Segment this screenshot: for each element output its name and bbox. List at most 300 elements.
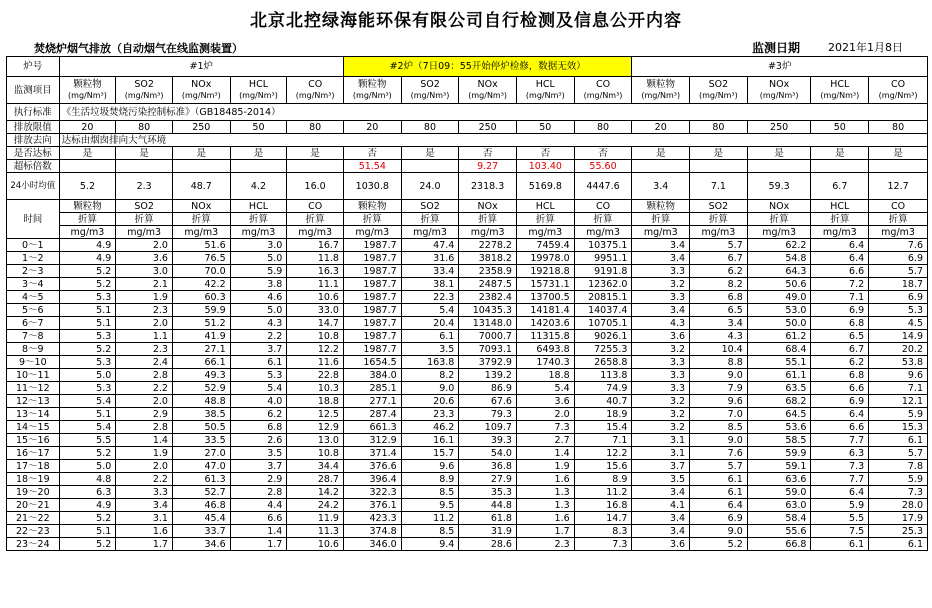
hour-value-cell: 5.7 (690, 460, 748, 473)
hour-value-cell: 6.1 (869, 538, 928, 551)
pollutant-header-cell (172, 77, 230, 104)
hour-value-cell: 6.5 (811, 330, 869, 343)
compliant-cell: 否 (516, 147, 574, 160)
hour-value-cell: 49.3 (172, 369, 230, 382)
hour-value-cell: 86.9 (459, 382, 517, 395)
emission-table (6, 56, 928, 551)
hour-value-cell: 8.5 (401, 486, 459, 499)
hour-value-cell: 2.3 (516, 538, 574, 551)
hour-label: 23～24 (7, 538, 60, 551)
exceed-cell (287, 160, 344, 173)
hour-value-cell: 44.8 (459, 499, 517, 512)
hour-value-cell: 5.7 (869, 265, 928, 278)
pollutant-unit: (mg/Nm³) (699, 91, 738, 100)
table-row (7, 356, 928, 369)
pollutant-unit: (mg/Nm³) (68, 91, 107, 100)
table-row (7, 252, 928, 265)
hour-value-cell: 1.9 (516, 460, 574, 473)
compliant-cell: 是 (690, 147, 748, 160)
exceed-cell (116, 160, 173, 173)
hourly-pollutant-cell: CO (869, 200, 928, 213)
hour-value-cell: 3.7 (632, 460, 690, 473)
table-row (7, 317, 928, 330)
hour-value-cell: 7.9 (690, 382, 748, 395)
hourly-unit-cell: mg/m3 (401, 226, 459, 239)
hour-value-cell: 34.6 (172, 538, 230, 551)
hour-value-cell: 1.4 (116, 434, 173, 447)
hour-value-cell: 15.3 (869, 421, 928, 434)
hour-value-cell: 53.6 (747, 421, 811, 434)
hour-value-cell: 8.9 (574, 473, 632, 486)
hour-value-cell: 55.1 (747, 356, 811, 369)
hour-value-cell: 54.0 (459, 447, 517, 460)
limit-cell: 250 (747, 121, 811, 134)
hour-label: 7～8 (7, 330, 60, 343)
hour-value-cell: 3.4 (632, 304, 690, 317)
hour-value-cell: 3.3 (632, 382, 690, 395)
converted-cell: 折算 (632, 213, 690, 226)
hour-value-cell: 68.2 (747, 395, 811, 408)
hour-value-cell: 1987.7 (343, 239, 401, 252)
pollutant-name: SO2 (420, 79, 440, 90)
avg-cell: 5169.8 (516, 173, 574, 200)
table-row (7, 538, 928, 551)
hour-value-cell: 11.9 (287, 512, 344, 525)
hour-value-cell: 36.8 (459, 460, 517, 473)
hour-label: 19～20 (7, 486, 60, 499)
hour-value-cell: 7.0 (690, 408, 748, 421)
hour-value-cell: 4.1 (632, 499, 690, 512)
avg-cell: 4.2 (230, 173, 287, 200)
hour-value-cell: 5.7 (690, 239, 748, 252)
compliant-cell: 是 (632, 147, 690, 160)
hour-value-cell: 5.4 (59, 395, 116, 408)
limit-cell: 20 (59, 121, 116, 134)
hour-value-cell: 9.0 (401, 382, 459, 395)
pollutant-name: HCL (535, 79, 555, 90)
limit-cell: 80 (116, 121, 173, 134)
converted-cell: 折算 (230, 213, 287, 226)
hour-value-cell: 5.3 (59, 330, 116, 343)
hour-value-cell: 11.2 (401, 512, 459, 525)
hour-value-cell: 9.0 (690, 434, 748, 447)
hour-value-cell: 17.9 (869, 512, 928, 525)
hour-value-cell: 6.4 (811, 252, 869, 265)
converted-cell: 折算 (401, 213, 459, 226)
hour-value-cell: 4.4 (230, 499, 287, 512)
hour-value-cell: 59.9 (747, 447, 811, 460)
standard-text: 《生活垃圾焚烧污染控制标准》（GB18485-2014） (59, 104, 927, 121)
hourly-pollutant-cell: 颗粒物 (343, 200, 401, 213)
pollutant-unit: (mg/Nm³) (878, 91, 918, 100)
hourly-pollutant-cell: CO (574, 200, 632, 213)
hour-value-cell: 6.4 (811, 239, 869, 252)
hour-value-cell: 3.4 (632, 252, 690, 265)
hour-value-cell: 11.3 (287, 525, 344, 538)
hour-value-cell: 396.4 (343, 473, 401, 486)
hour-value-cell: 1.3 (516, 499, 574, 512)
pollutant-header-cell (690, 77, 748, 104)
hour-value-cell: 4.3 (690, 330, 748, 343)
hour-label: 10～11 (7, 369, 60, 382)
hour-value-cell: 2.1 (116, 278, 173, 291)
hour-value-cell: 9.0 (690, 369, 748, 382)
hour-value-cell: 2.0 (116, 395, 173, 408)
pollutant-name: HCL (830, 79, 850, 90)
hourly-unit-cell: mg/m3 (747, 226, 811, 239)
furnace-label: 炉号 (7, 57, 60, 77)
hour-value-cell: 6493.8 (516, 343, 574, 356)
hour-value-cell: 11.6 (287, 356, 344, 369)
hour-value-cell: 67.6 (459, 395, 517, 408)
hour-value-cell: 7255.3 (574, 343, 632, 356)
hour-value-cell: 61.2 (747, 330, 811, 343)
hour-value-cell: 6.3 (811, 447, 869, 460)
hour-value-cell: 18.7 (869, 278, 928, 291)
hourly-unit-cell: mg/m3 (811, 226, 869, 239)
hour-value-cell: 6.1 (811, 538, 869, 551)
hour-value-cell: 6.8 (690, 291, 748, 304)
hour-value-cell: 1.6 (516, 512, 574, 525)
hour-value-cell: 31.9 (459, 525, 517, 538)
hour-value-cell: 5.5 (59, 434, 116, 447)
hour-value-cell: 28.0 (869, 499, 928, 512)
exceed-cell (230, 160, 287, 173)
hour-value-cell: 14203.6 (516, 317, 574, 330)
pollutant-name: HCL (248, 79, 268, 90)
table-row (7, 408, 928, 421)
hour-value-cell: 13.0 (287, 434, 344, 447)
pollutant-header-cell (747, 77, 811, 104)
exceed-cell (747, 160, 811, 173)
pollutant-header-cell (869, 77, 928, 104)
compliant-cell: 否 (574, 147, 632, 160)
hour-value-cell: 31.6 (401, 252, 459, 265)
pollutant-header-cell (401, 77, 459, 104)
hour-value-cell: 51.2 (172, 317, 230, 330)
hour-value-cell: 51.6 (172, 239, 230, 252)
hour-value-cell: 1.3 (516, 486, 574, 499)
hour-value-cell: 64.5 (747, 408, 811, 421)
hour-value-cell: 1987.7 (343, 265, 401, 278)
hour-value-cell: 8.5 (690, 421, 748, 434)
table-row (7, 447, 928, 460)
hour-value-cell: 34.4 (287, 460, 344, 473)
hour-value-cell: 7.2 (811, 278, 869, 291)
hour-value-cell: 10435.3 (459, 304, 517, 317)
hourly-pollutant-cell: NOx (747, 200, 811, 213)
hour-value-cell: 38.5 (172, 408, 230, 421)
hour-value-cell: 5.1 (59, 304, 116, 317)
hour-value-cell: 371.4 (343, 447, 401, 460)
hour-value-cell: 28.6 (459, 538, 517, 551)
hour-value-cell: 16.7 (287, 239, 344, 252)
table-row (7, 473, 928, 486)
hour-value-cell: 5.4 (59, 421, 116, 434)
hour-value-cell: 42.2 (172, 278, 230, 291)
pollutant-header-cell (574, 77, 632, 104)
pollutant-name: NOx (477, 79, 498, 90)
hour-value-cell: 63.0 (747, 499, 811, 512)
hour-value-cell: 139.2 (459, 369, 517, 382)
hour-value-cell: 76.5 (172, 252, 230, 265)
limit-cell: 50 (230, 121, 287, 134)
hour-label: 21～22 (7, 512, 60, 525)
hour-value-cell: 5.7 (869, 447, 928, 460)
hour-value-cell: 3.1 (632, 434, 690, 447)
hourly-unit-cell: mg/m3 (459, 226, 517, 239)
hour-value-cell: 3.2 (632, 395, 690, 408)
hour-value-cell: 11.1 (287, 278, 344, 291)
hour-value-cell: 1987.7 (343, 291, 401, 304)
hour-value-cell: 8.9 (401, 473, 459, 486)
hour-value-cell: 3.6 (516, 395, 574, 408)
hour-value-cell: 1987.7 (343, 278, 401, 291)
hour-value-cell: 11315.8 (516, 330, 574, 343)
hour-value-cell: 12.1 (869, 395, 928, 408)
converted-cell: 折算 (811, 213, 869, 226)
hour-label: 2～3 (7, 265, 60, 278)
hour-value-cell: 14.2 (287, 486, 344, 499)
hour-value-cell: 12.9 (287, 421, 344, 434)
avg-cell: 12.7 (869, 173, 928, 200)
hour-value-cell: 18.8 (287, 395, 344, 408)
table-row (7, 486, 928, 499)
pollutant-unit: (mg/Nm³) (641, 91, 681, 100)
hour-value-cell: 15.6 (574, 460, 632, 473)
hour-value-cell: 6.8 (230, 421, 287, 434)
hour-value-cell: 58.5 (747, 434, 811, 447)
hour-value-cell: 2.0 (116, 460, 173, 473)
hour-value-cell: 47.0 (172, 460, 230, 473)
hour-value-cell: 5.9 (230, 265, 287, 278)
hour-value-cell: 53.8 (869, 356, 928, 369)
hour-value-cell: 33.4 (401, 265, 459, 278)
hour-value-cell: 1987.7 (343, 252, 401, 265)
hour-value-cell: 8.8 (690, 356, 748, 369)
compliant-label: 是否达标 (7, 147, 60, 160)
hour-value-cell: 14.7 (287, 317, 344, 330)
compliant-cell: 是 (116, 147, 173, 160)
hour-value-cell: 1.7 (230, 538, 287, 551)
exceed-cell (690, 160, 748, 173)
compliant-cell: 是 (59, 147, 116, 160)
table-row (7, 395, 928, 408)
hour-value-cell: 3.6 (632, 330, 690, 343)
hour-value-cell: 38.1 (401, 278, 459, 291)
compliant-cell: 是 (230, 147, 287, 160)
pollutant-name: NOx (769, 79, 790, 90)
date-label: 监测日期 (752, 41, 801, 55)
pollutant-name: CO (891, 79, 906, 90)
hour-value-cell: 7.6 (869, 239, 928, 252)
hour-value-cell: 61.1 (747, 369, 811, 382)
hour-label: 6～7 (7, 317, 60, 330)
hour-value-cell: 5.4 (516, 382, 574, 395)
hour-value-cell: 6.5 (690, 304, 748, 317)
hour-value-cell: 5.9 (811, 499, 869, 512)
converted-cell: 折算 (172, 213, 230, 226)
hour-value-cell: 8.3 (574, 525, 632, 538)
compliant-cell: 是 (747, 147, 811, 160)
hour-value-cell: 3.4 (632, 512, 690, 525)
pollutant-header-cell (59, 77, 116, 104)
hour-value-cell: 5.3 (869, 304, 928, 317)
hour-value-cell: 15.7 (401, 447, 459, 460)
hour-value-cell: 3.2 (632, 421, 690, 434)
hour-value-cell: 13148.0 (459, 317, 517, 330)
hour-value-cell: 3.4 (632, 239, 690, 252)
hour-value-cell: 9.5 (401, 499, 459, 512)
hour-value-cell: 4.0 (230, 395, 287, 408)
hour-value-cell: 15731.1 (516, 278, 574, 291)
hour-value-cell: 66.1 (172, 356, 230, 369)
hour-value-cell: 6.2 (230, 408, 287, 421)
hour-value-cell: 3.6 (632, 538, 690, 551)
hour-label: 8～9 (7, 343, 60, 356)
hour-value-cell: 3.3 (632, 356, 690, 369)
pollutant-header-cell (287, 77, 344, 104)
hour-value-cell: 52.9 (172, 382, 230, 395)
hour-value-cell: 5.2 (690, 538, 748, 551)
hour-value-cell: 9951.1 (574, 252, 632, 265)
hour-value-cell: 3.8 (230, 278, 287, 291)
hour-value-cell: 10375.1 (574, 239, 632, 252)
hour-value-cell: 27.0 (172, 447, 230, 460)
hour-value-cell: 5.0 (230, 304, 287, 317)
exceed-cell (172, 160, 230, 173)
hour-value-cell: 4.8 (59, 473, 116, 486)
hour-value-cell: 18.9 (574, 408, 632, 421)
hour-value-cell: 40.7 (574, 395, 632, 408)
hour-value-cell: 27.1 (172, 343, 230, 356)
hour-label: 18～19 (7, 473, 60, 486)
hour-value-cell: 4.9 (59, 499, 116, 512)
hour-value-cell: 7000.7 (459, 330, 517, 343)
hour-value-cell: 68.4 (747, 343, 811, 356)
hour-value-cell: 376.6 (343, 460, 401, 473)
table-row (7, 369, 928, 382)
table-row (7, 460, 928, 473)
pollutant-header-cell (230, 77, 287, 104)
hour-value-cell: 6.1 (401, 330, 459, 343)
hour-value-cell: 6.6 (230, 512, 287, 525)
hour-value-cell: 66.8 (747, 538, 811, 551)
hour-label: 0～1 (7, 239, 60, 252)
hour-value-cell: 50.6 (747, 278, 811, 291)
compliant-cell: 否 (343, 147, 401, 160)
hour-value-cell: 45.4 (172, 512, 230, 525)
hour-value-cell: 1.1 (116, 330, 173, 343)
avg-cell: 6.7 (811, 173, 869, 200)
hour-value-cell: 50.0 (747, 317, 811, 330)
pollutant-unit: (mg/Nm³) (583, 91, 623, 100)
hour-value-cell: 5.3 (59, 382, 116, 395)
pollutant-unit: (mg/Nm³) (468, 91, 508, 100)
hour-value-cell: 10705.1 (574, 317, 632, 330)
hour-value-cell: 2382.4 (459, 291, 517, 304)
hour-value-cell: 7.3 (811, 460, 869, 473)
pollutant-unit: (mg/Nm³) (525, 91, 565, 100)
table-row (7, 421, 928, 434)
exceed-cell (401, 160, 459, 173)
limit-cell: 80 (287, 121, 344, 134)
hour-value-cell: 2.0 (116, 239, 173, 252)
hour-value-cell: 5.5 (811, 512, 869, 525)
hour-value-cell: 8.2 (401, 369, 459, 382)
hour-value-cell: 3.6 (116, 252, 173, 265)
hour-value-cell: 6.4 (811, 486, 869, 499)
hour-value-cell: 59.1 (747, 460, 811, 473)
hour-value-cell: 46.8 (172, 499, 230, 512)
avg-cell: 7.1 (690, 173, 748, 200)
hour-value-cell: 5.0 (59, 460, 116, 473)
hour-value-cell: 6.1 (690, 473, 748, 486)
hour-value-cell: 6.1 (230, 356, 287, 369)
hour-value-cell: 10.6 (287, 538, 344, 551)
pollutant-name: CO (595, 79, 611, 90)
hourly-unit-cell: mg/m3 (287, 226, 344, 239)
hour-value-cell: 79.3 (459, 408, 517, 421)
hour-value-cell: 1.9 (116, 291, 173, 304)
hour-value-cell: 7093.1 (459, 343, 517, 356)
hour-value-cell: 6.9 (811, 304, 869, 317)
hour-value-cell: 3.3 (632, 265, 690, 278)
hour-value-cell: 33.5 (172, 434, 230, 447)
hourly-pollutant-cell: CO (287, 200, 344, 213)
hour-value-cell: 25.3 (869, 525, 928, 538)
avg-cell: 5.2 (59, 173, 116, 200)
hourly-unit-cell: mg/m3 (116, 226, 173, 239)
hour-value-cell: 113.8 (574, 369, 632, 382)
hour-value-cell: 1.9 (116, 447, 173, 460)
hourly-pollutant-cell: NOx (459, 200, 517, 213)
hour-value-cell: 59.0 (747, 486, 811, 499)
exceed-cell (869, 160, 928, 173)
hour-value-cell: 7.6 (690, 447, 748, 460)
hour-value-cell: 1987.7 (343, 304, 401, 317)
hourly-unit-cell: mg/m3 (343, 226, 401, 239)
hour-label: 17～18 (7, 460, 60, 473)
hour-value-cell: 22.8 (287, 369, 344, 382)
hour-value-cell: 4.5 (869, 317, 928, 330)
hour-value-cell: 41.9 (172, 330, 230, 343)
hour-value-cell: 14181.4 (516, 304, 574, 317)
pollutant-name: SO2 (134, 79, 154, 90)
hour-value-cell: 6.2 (690, 265, 748, 278)
hour-value-cell: 11.2 (574, 486, 632, 499)
hour-value-cell: 2.0 (516, 408, 574, 421)
hour-value-cell: 287.4 (343, 408, 401, 421)
hour-value-cell: 6.6 (811, 382, 869, 395)
hour-value-cell: 1.4 (516, 447, 574, 460)
pollutant-header-cell (459, 77, 517, 104)
hour-label: 12～13 (7, 395, 60, 408)
hour-value-cell: 55.6 (747, 525, 811, 538)
avg-label: 24小时均值 (7, 173, 60, 200)
hour-value-cell: 3.5 (401, 343, 459, 356)
avg-cell: 3.4 (632, 173, 690, 200)
hour-value-cell: 3.5 (632, 473, 690, 486)
table-row (7, 278, 928, 291)
pollutant-unit: (mg/Nm³) (181, 91, 221, 100)
hour-value-cell: 5.1 (59, 317, 116, 330)
hour-value-cell: 12.2 (287, 343, 344, 356)
table-subtitle: 焚烧炉烟气排放（自动烟气在线监测装置） (34, 42, 243, 55)
hour-value-cell: 6.9 (811, 395, 869, 408)
table-row (7, 291, 928, 304)
hour-label: 16～17 (7, 447, 60, 460)
